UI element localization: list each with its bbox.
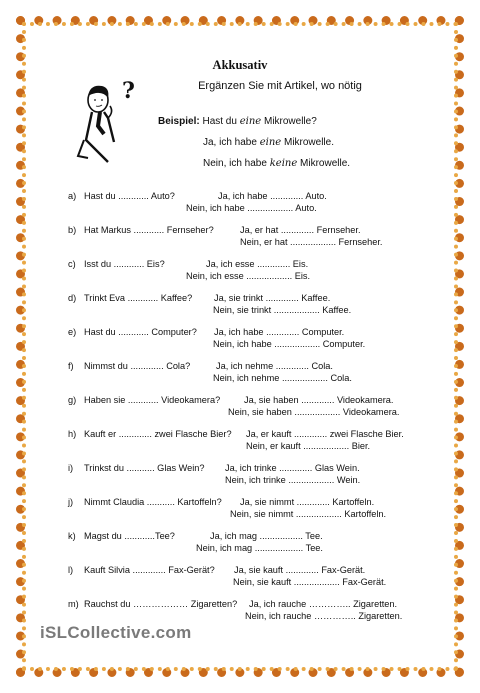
example-text: Mikrowelle. <box>283 137 334 148</box>
item-question: Trinkt Eva ............ Kaffee? <box>84 293 193 303</box>
example-text: Hast du <box>202 116 237 127</box>
item-answer-yes: Ja, er kauft ............. zwei Flasche Bier. <box>246 429 404 439</box>
item-answer-no: Nein, sie kauft .................. Fax-Gerät. <box>233 577 387 587</box>
item-answer-yes: Ja, ich esse ............. Eis. <box>206 259 309 269</box>
example-text: Nein, ich habe <box>203 158 267 169</box>
item-letter: b) <box>68 225 77 235</box>
item-letter: f) <box>68 361 74 371</box>
item-letter: l) <box>68 565 74 575</box>
item-answer-no: Nein, sie haben .................. Videokamera. <box>228 407 400 417</box>
item-letter: i) <box>68 463 74 473</box>
item-question: Kauft Silvia ............. Fax-Gerät? <box>84 565 215 575</box>
item-answer-yes: Ja, ich trinke ............. Glas Wein. <box>225 463 360 473</box>
worksheet-subtitle: Ergänzen Sie mit Artikel, wo nötig <box>198 80 362 92</box>
item-letter: d) <box>68 293 77 303</box>
item-letter: g) <box>68 395 77 405</box>
item-answer-yes: Ja, ich rauche ………….. Zigaretten. <box>249 599 398 609</box>
item-question: Hat Markus ............ Fernseher? <box>84 225 214 235</box>
item-answer-no: Nein, ich mag ................... Tee. <box>196 543 323 553</box>
item-answer-no: Nein, ich trinke .................. Wein. <box>225 475 361 485</box>
item-answer-yes: Ja, er hat ............. Fernseher. <box>240 225 361 235</box>
site-watermark: iSLCollective.com <box>40 623 192 642</box>
item-question: Hast du ............ Computer? <box>84 327 197 337</box>
item-answer-no: Nein, ich nehme .................. Cola. <box>213 373 352 383</box>
example-handwritten: keine <box>269 158 298 169</box>
item-answer-no: Nein, er kauft .................. Bier. <box>246 441 371 451</box>
example-handwritten: eine <box>239 116 262 127</box>
question-mark-icon <box>120 78 140 102</box>
item-answer-no: Nein, sie nimmt .................. Kartoffeln. <box>230 509 387 519</box>
example-text: Mikrowelle? <box>263 116 317 127</box>
example-line-2 <box>203 137 334 148</box>
example-text: Ja, ich habe <box>203 137 257 148</box>
example-line-1 <box>158 116 317 127</box>
worksheet-title: Akkusativ <box>212 58 268 72</box>
item-question: Rauchst du ……………… Zigaretten? <box>84 599 238 609</box>
example-line-3 <box>203 158 350 169</box>
item-answer-no: Nein, er hat .................. Fernseher. <box>240 237 383 247</box>
item-letter: e) <box>68 327 77 337</box>
item-answer-yes: Ja, sie trinkt ............. Kaffee. <box>214 293 331 303</box>
item-answer-yes: Ja, ich mag ................. Tee. <box>210 531 323 541</box>
item-answer-yes: Ja, ich habe ............. Computer. <box>214 327 345 337</box>
item-answer-yes: Ja, sie haben ............. Videokamera. <box>244 395 394 405</box>
item-letter: h) <box>68 429 77 439</box>
svg-text:?: ? <box>122 78 135 102</box>
item-answer-no: Nein, ich esse .................. Eis. <box>186 271 311 281</box>
item-question: Haben sie ............ Videokamera? <box>84 395 221 405</box>
item-question: Nimmst du ............. Cola? <box>84 361 191 371</box>
item-answer-no: Nein, ich habe .................. Auto. <box>186 203 317 213</box>
item-letter: m) <box>68 599 79 609</box>
item-question: Hast du ............ Auto? <box>84 191 175 201</box>
example-text: Mikrowelle. <box>300 158 351 169</box>
item-answer-yes: Ja, sie nimmt ............. Kartoffeln. <box>240 497 375 507</box>
item-question: Isst du ............ Eis? <box>84 259 165 269</box>
item-letter: c) <box>68 259 76 269</box>
item-letter: j) <box>68 497 74 507</box>
item-letter: k) <box>68 531 76 541</box>
example-label: Beispiel: <box>158 116 200 127</box>
item-question: Magst du ............Tee? <box>84 531 175 541</box>
item-question: Nimmt Claudia ........... Kartoffeln? <box>84 497 222 507</box>
item-answer-no: Nein, ich habe .................. Computer. <box>213 339 366 349</box>
item-letter: a) <box>68 191 77 201</box>
item-question: Trinkst du ........... Glas Wein? <box>84 463 205 473</box>
item-answer-yes: Ja, sie kauft ............. Fax-Gerät. <box>234 565 366 575</box>
item-question: Kauft er ............. zwei Flasche Bier? <box>84 429 232 439</box>
item-answer-yes: Ja, ich habe ............. Auto. <box>218 191 327 201</box>
item-answer-no: Nein, sie trinkt .................. Kaffee. <box>213 305 352 315</box>
item-answer-yes: Ja, ich nehme ............. Cola. <box>216 361 333 371</box>
item-answer-no: Nein, ich rauche ………….. Zigaretten. <box>245 611 403 621</box>
example-handwritten: eine <box>259 137 282 148</box>
